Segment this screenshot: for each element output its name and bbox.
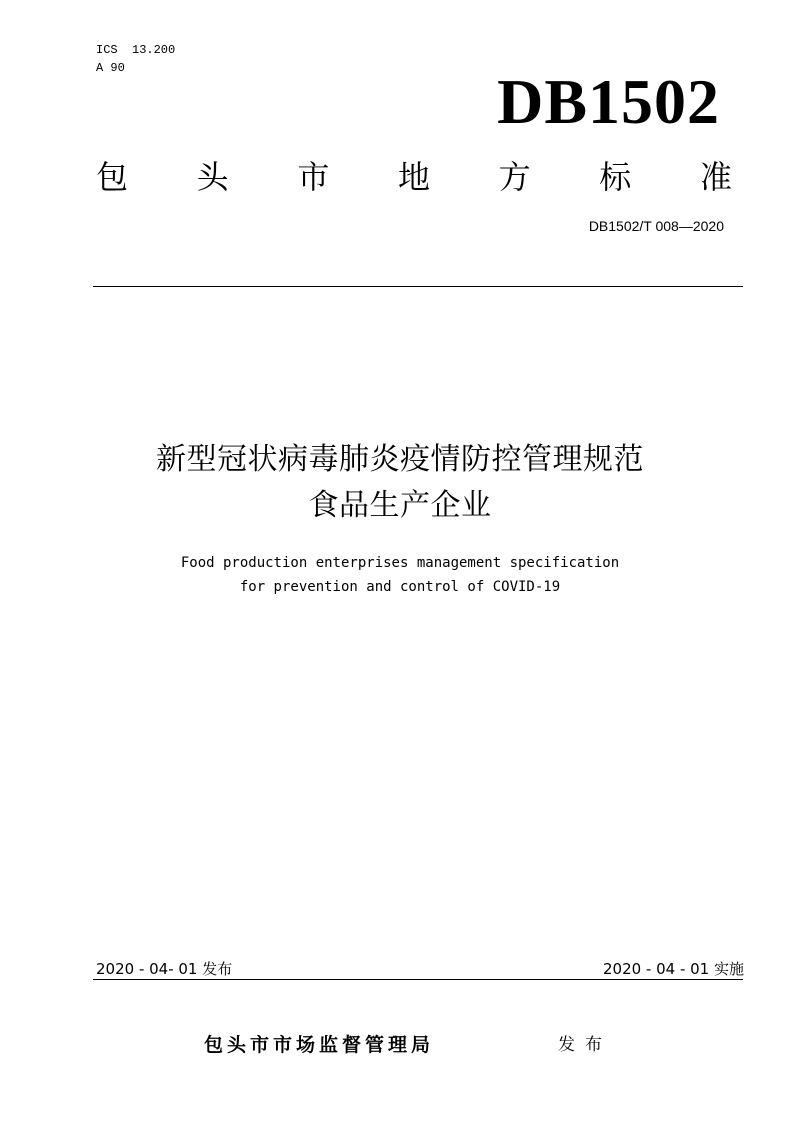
effective-date: 2020 - 04 - 01 实施 — [602, 960, 744, 978]
release-date: 2020 - 04- 01 发布 — [96, 960, 233, 978]
chinese-title-line-2: 食品生产企业 — [308, 488, 492, 523]
classification-line: A 90 — [96, 61, 125, 75]
english-title-line-2: for prevention and control of COVID-19 — [239, 579, 561, 595]
english-title-line-1: Food production enterprises management specification — [180, 555, 620, 571]
standard-type-title — [96, 158, 732, 196]
standard-type-char: 头 — [196, 158, 229, 196]
header-divider — [93, 286, 743, 287]
chinese-title-line-1: 新型冠状病毒肺炎疫情防控管理规范 — [156, 442, 644, 477]
footer-divider — [93, 979, 743, 980]
standard-type-char: 标 — [599, 158, 632, 196]
standard-type-char: 地 — [397, 158, 430, 196]
issue-label: 发布 — [558, 1035, 612, 1055]
standard-number: DB1502/T 008—2020 — [588, 218, 724, 234]
english-title — [0, 551, 800, 599]
standard-type-char: 包 — [96, 158, 129, 196]
ics-line: ICS 13.200 — [96, 43, 176, 57]
standard-type-char: 市 — [297, 158, 330, 196]
standard-type-char: 准 — [699, 158, 732, 196]
issuing-authority: 包头市市场监督管理局 — [204, 1034, 435, 1056]
ics-code-block — [96, 41, 175, 77]
chinese-title — [0, 437, 800, 529]
standard-type-char: 方 — [498, 158, 531, 196]
standard-logo: DB1502 — [497, 66, 720, 137]
